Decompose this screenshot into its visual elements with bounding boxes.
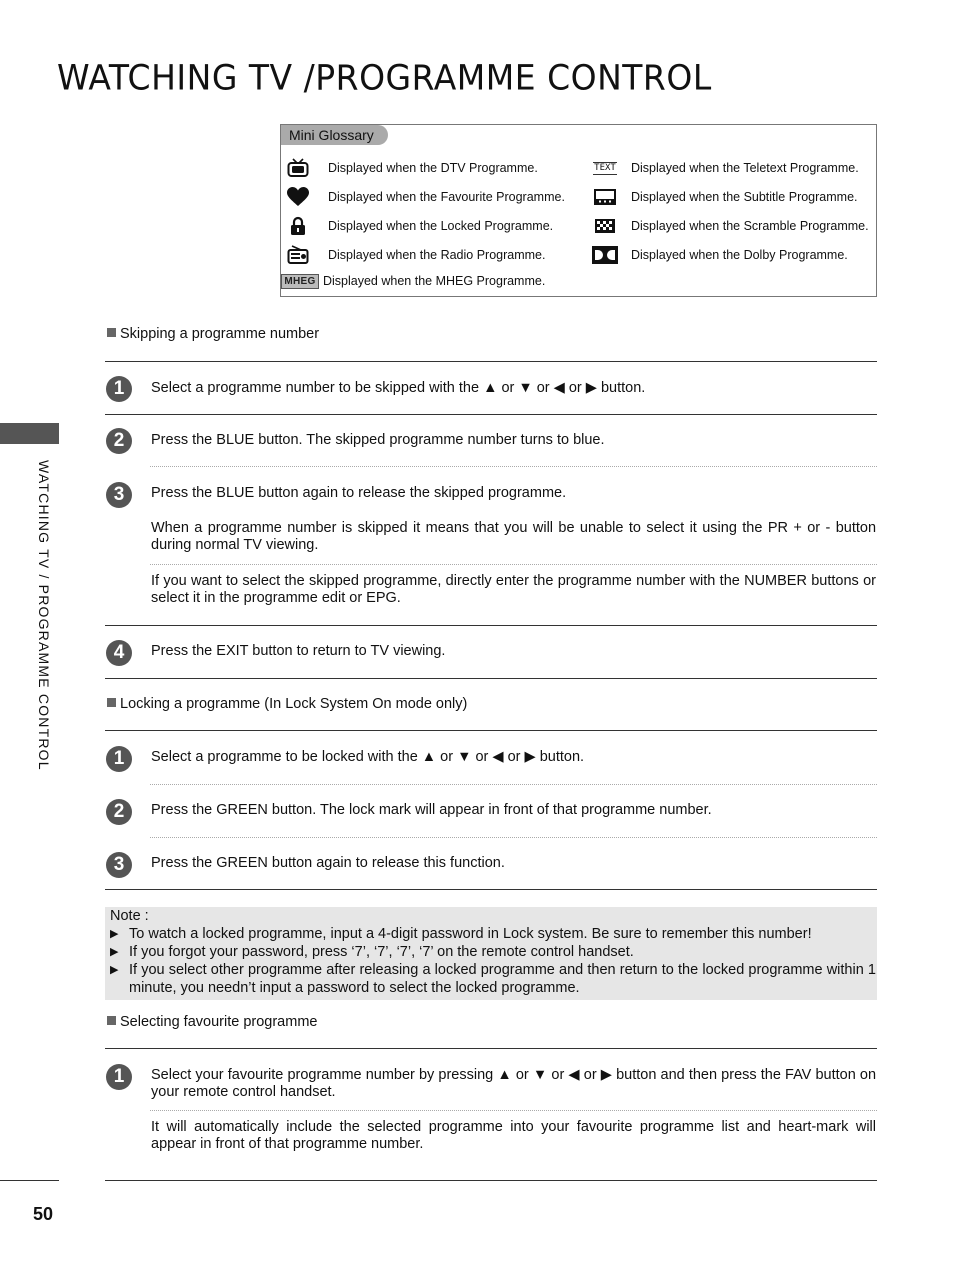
- step-badge: 3: [106, 482, 132, 508]
- glossary-text: Displayed when the Radio Programme.: [328, 248, 546, 262]
- note-text: If you select other programme after releasing a locked programme and then return to the locked programme within 1 minute, you needn’t input a password to select the locked programme.: [129, 962, 876, 996]
- dolby-icon: [591, 245, 619, 265]
- key-green: GREEN: [216, 855, 268, 871]
- step-text: Press the EXIT button to return to TV viewing.: [151, 643, 446, 659]
- arrow-right-icon: ▶: [110, 964, 119, 976]
- dotted-divider: [150, 1110, 877, 1111]
- note-text: If you forgot your password, press ‘7’, ‘7’, ‘7’, ‘7’ on the remote control handset.: [129, 944, 634, 960]
- section-heading-text: Locking a programme (In Lock System On mode only): [120, 696, 468, 712]
- section-heading-lock: [107, 696, 467, 712]
- tv-icon: [286, 158, 310, 178]
- step-badge: 4: [106, 640, 132, 666]
- divider: [105, 1180, 877, 1181]
- step-text: Select a programme number to be skipped with the ▲ or ▼ or ◀ or ▶ button.: [151, 380, 646, 396]
- step-badge: 3: [106, 852, 132, 878]
- step-text: Press the GREEN button again to release this function.: [151, 855, 505, 871]
- section-heading-favourite: [107, 1014, 317, 1030]
- divider: [105, 625, 877, 626]
- section-heading-skip: [107, 326, 319, 342]
- teletext-icon-label: TEXT: [594, 162, 616, 173]
- step-badge: 1: [106, 376, 132, 402]
- mheg-icon: [283, 271, 317, 291]
- divider: [105, 1048, 877, 1049]
- step-badge: 2: [106, 799, 132, 825]
- glossary-text: Displayed when the MHEG Programme.: [323, 274, 546, 288]
- note-box: [105, 907, 877, 1000]
- key-exit: EXIT: [216, 643, 249, 659]
- step-badge: 1: [106, 1064, 132, 1090]
- dotted-divider: [150, 837, 877, 838]
- section-heading-text: Selecting favourite programme: [120, 1014, 318, 1030]
- scramble-icon: [591, 216, 619, 236]
- divider: [105, 889, 877, 890]
- key-blue: BLUE: [216, 432, 255, 448]
- step-paragraph: It will automatically include the selected programme into your favourite programme list and heart-mark will appear in front of that programme number.: [151, 1119, 876, 1152]
- glossary-text: Displayed when the DTV Programme.: [328, 161, 538, 175]
- key-green: GREEN: [216, 802, 268, 818]
- divider: [105, 678, 877, 679]
- step-text: Press the BLUE button. The skipped programme number turns to blue.: [151, 432, 605, 448]
- key-fav: FAV: [785, 1067, 812, 1083]
- page-title: WATCHING TV /PROGRAMME CONTROL: [57, 57, 712, 98]
- arrow-right-icon: ▶: [110, 928, 119, 940]
- square-bullet-icon: [107, 698, 116, 707]
- radio-icon: [286, 245, 310, 265]
- step-paragraph: When a programme number is skipped it means that you will be unable to select it using the PR + or - button during normal TV viewing.: [151, 520, 877, 553]
- note-title: Note :: [110, 908, 149, 924]
- lock-icon: [286, 216, 310, 236]
- dotted-divider: [150, 784, 877, 785]
- section-heading-text: Skipping a programme number: [120, 326, 320, 342]
- step-paragraph: If you want to select the skipped programme, directly enter the programme number with the NUMBER buttons or select it in the programme edit or EPG.: [151, 573, 876, 606]
- step-badge: 2: [106, 428, 132, 454]
- arrow-right-icon: ▶: [110, 946, 119, 958]
- dotted-divider: [150, 564, 877, 565]
- side-section-label: WATCHING TV / PROGRAMME CONTROL: [36, 460, 52, 771]
- mini-glossary: [280, 124, 877, 297]
- key-pr: PR + or -: [767, 520, 831, 536]
- glossary-text: Displayed when the Locked Programme.: [328, 219, 554, 233]
- step-badge: 1: [106, 746, 132, 772]
- dotted-divider: [150, 466, 877, 467]
- note-text: To watch a locked programme, input a 4-digit password in Lock system. Be sure to remember this number!: [129, 926, 812, 942]
- glossary-text: Displayed when the Favourite Programme.: [328, 190, 565, 204]
- step-text: Press the BLUE button again to release the skipped programme.: [151, 485, 567, 501]
- glossary-text: Displayed when the Teletext Programme.: [631, 161, 859, 175]
- square-bullet-icon: [107, 1016, 116, 1025]
- glossary-title: Mini Glossary: [281, 125, 388, 145]
- divider: [105, 730, 877, 731]
- glossary-text: Displayed when the Dolby Programme.: [631, 248, 848, 262]
- side-tab-marker: [0, 423, 59, 444]
- glossary-text: Displayed when the Subtitle Programme.: [631, 190, 858, 204]
- subtitle-icon: [591, 187, 619, 207]
- step-text: Select a programme to be locked with the ▲ or ▼ or ◀ or ▶ button.: [151, 749, 585, 765]
- page-number-divider: [0, 1180, 59, 1181]
- glossary-text: Displayed when the Scramble Programme.: [631, 219, 869, 233]
- teletext-icon: [591, 158, 619, 178]
- mheg-icon-label: MHEG: [281, 274, 318, 289]
- step-text: Select your favourite programme number by pressing ▲ or ▼ or ◀ or ▶ button and then press the FAV button on your remote control handset.: [151, 1067, 877, 1100]
- step-text: Press the GREEN button. The lock mark will appear in front of that programme number.: [151, 802, 712, 818]
- divider: [105, 361, 877, 362]
- heart-icon: [286, 187, 310, 207]
- page-number: 50: [33, 1204, 54, 1224]
- divider: [105, 414, 877, 415]
- key-blue: BLUE: [216, 485, 255, 501]
- square-bullet-icon: [107, 328, 116, 337]
